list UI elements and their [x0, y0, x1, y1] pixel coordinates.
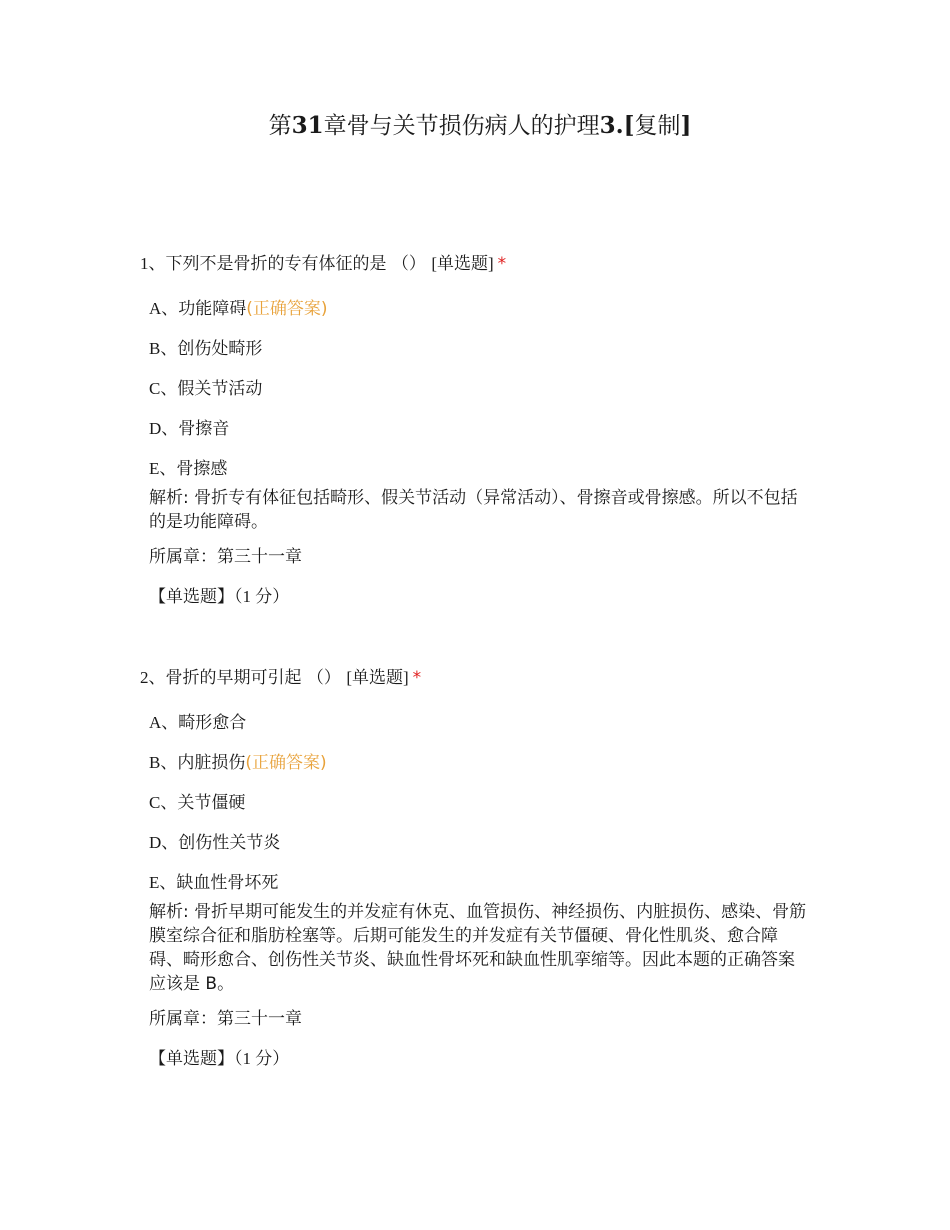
option-a[interactable]	[149, 710, 820, 736]
option-letter: B	[149, 339, 161, 358]
option-letter: E	[149, 873, 160, 892]
option-letter: B	[149, 753, 161, 772]
option-b[interactable]	[149, 750, 820, 776]
question-score: （1 分）	[234, 1049, 290, 1068]
option-d[interactable]	[149, 416, 820, 442]
options-list	[140, 296, 820, 482]
option-sep: 、	[160, 339, 178, 359]
required-star: *	[412, 668, 422, 688]
title-middle: 章骨与关节损伤病人的护理	[323, 113, 600, 139]
question-score: （1 分）	[234, 587, 290, 606]
option-e[interactable]	[149, 870, 820, 896]
option-a[interactable]	[149, 296, 820, 322]
option-c[interactable]	[149, 376, 820, 402]
question-number: 2	[140, 668, 149, 687]
option-letter: D	[149, 419, 162, 438]
chapter-label: 所属章：第三十一章	[149, 1009, 302, 1029]
question-number-sep: 、	[148, 254, 166, 274]
option-letter: C	[149, 379, 161, 398]
correct-answer-mark: (正确答案)	[245, 753, 327, 773]
title-copy-word: 复制	[634, 113, 681, 139]
option-text: 骨擦感	[176, 459, 228, 479]
options-list	[140, 710, 820, 896]
option-text: 关节僵硬	[177, 793, 246, 813]
option-sep: 、	[161, 419, 179, 439]
question-type-score	[140, 1046, 820, 1072]
option-sep: 、	[159, 459, 177, 479]
option-letter: A	[149, 713, 162, 732]
option-letter: A	[149, 299, 162, 318]
question-stem	[140, 664, 820, 692]
option-b[interactable]	[149, 336, 820, 362]
question-type-label: 【单选题】	[149, 587, 234, 607]
option-text: 创伤处畸形	[177, 339, 263, 359]
option-sep: 、	[160, 379, 178, 399]
option-text: 内脏损伤	[177, 753, 246, 773]
option-text: 创伤性关节炎	[178, 833, 281, 853]
question-text: 骨折的早期可引起 （）	[165, 668, 341, 688]
option-letter: E	[149, 459, 160, 478]
question-type-label: 【单选题】	[149, 1049, 234, 1069]
question-text: 下列不是骨折的专有体征的是 （）	[165, 254, 426, 274]
correct-answer-mark: (正确答案)	[246, 299, 328, 319]
question-type-tag: [单选题]	[431, 254, 494, 273]
option-text: 缺血性骨坏死	[176, 873, 279, 893]
question-type-tag: [单选题]	[346, 668, 409, 687]
option-c[interactable]	[149, 790, 820, 816]
option-letter: C	[149, 793, 161, 812]
option-sep: 、	[159, 873, 177, 893]
option-d[interactable]	[149, 830, 820, 856]
question-number: 1	[140, 254, 149, 273]
option-text: 假关节活动	[177, 379, 263, 399]
option-sep: 、	[160, 793, 178, 813]
required-star: *	[497, 254, 507, 274]
question-number-sep: 、	[148, 668, 166, 688]
option-text: 畸形愈合	[178, 713, 247, 733]
analysis-text: 解析: 骨折早期可能发生的并发症有休克、血管损伤、神经损伤、内脏损伤、感染、骨筋膜室综合征和脂肪栓塞等。后期可能发生的并发症有关节僵硬、骨化性肌炎、愈合障碍、畸形愈合、创伤性关节炎、缺血性骨坏死和缺血性肌挛缩等。因此本题的正确答案应该是 B。	[149, 902, 807, 994]
page-title	[0, 108, 950, 144]
option-sep: 、	[161, 713, 179, 733]
option-text: 功能障碍	[178, 299, 247, 319]
question-2	[140, 664, 820, 1072]
question-stem	[140, 250, 820, 278]
option-sep: 、	[161, 833, 179, 853]
analysis-text: 解析: 骨折专有体征包括畸形、假关节活动（异常活动）、骨擦音或骨擦感。所以不包括的是功能障碍。	[149, 488, 798, 532]
question-1	[140, 250, 820, 610]
option-letter: D	[149, 833, 162, 852]
option-text: 骨擦音	[178, 419, 230, 439]
title-prefix: 第	[268, 113, 292, 139]
title-chapter-number: 31	[291, 112, 324, 139]
option-e[interactable]	[149, 456, 820, 482]
title-suffix-number: 3.[	[599, 112, 635, 139]
option-sep: 、	[160, 753, 178, 773]
title-close-bracket: ]	[680, 112, 692, 139]
question-type-score	[140, 584, 820, 610]
chapter-label: 所属章：第三十一章	[149, 547, 302, 567]
option-sep: 、	[161, 299, 179, 319]
